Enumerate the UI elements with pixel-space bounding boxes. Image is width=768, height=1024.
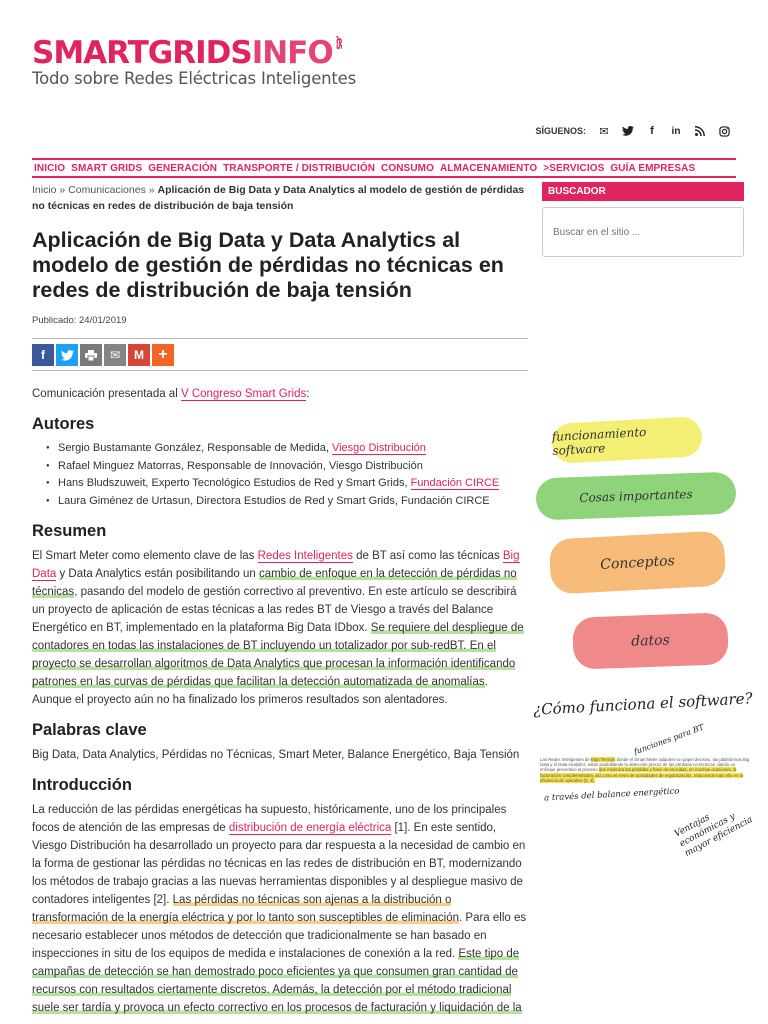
mini-excerpt <box>540 757 750 783</box>
introduccion-heading: Introducción <box>32 776 132 794</box>
sticky-label: Conceptos <box>599 552 676 573</box>
instagram-icon[interactable] <box>718 125 730 137</box>
article-main <box>32 182 528 1017</box>
sticky-note-green <box>535 472 736 521</box>
mini-text: Las Redes Inteligentes de <box>540 757 591 762</box>
intro-body: La reducción de las pérdidas energéticas ha supuesto, históricamente, uno de los principales focos de atención de las empresas de <box>32 804 507 834</box>
search-input[interactable] <box>542 207 744 257</box>
nav-smart-grids[interactable]: SMART GRIDS <box>71 162 143 174</box>
authors-list <box>46 440 528 510</box>
handwritten-annotation: Ventajas económicas y mayor eficiencia <box>672 811 755 859</box>
highlight-orange: Las pérdidas no técnicas son ajenas a la distribución o transformación de la energía eléctrica y por lo tanto son susceptibles de eliminación <box>32 894 460 924</box>
rss-icon[interactable] <box>694 125 706 137</box>
facebook-icon[interactable]: f <box>650 125 654 137</box>
nav-inicio[interactable]: INICIO <box>34 162 66 174</box>
site-tagline: Todo sobre Redes Eléctricas Inteligentes <box>32 69 357 88</box>
redes-inteligentes-link[interactable]: Redes Inteligentes <box>257 550 353 562</box>
keywords-text: Big Data, Data Analytics, Pérdidas no Técnicas, Smart Meter, Balance Energético, Baja Tensión <box>32 749 520 761</box>
intro-body: . Para ello es necesario establecer unos métodos de detección que tradicionalmente se han basado en inspecciones in situ de los equipos de medida e instalaciones de conexión a la red. <box>32 912 527 960</box>
breadcrumb-home[interactable]: Inicio <box>32 184 57 196</box>
gmail-share-icon[interactable]: M <box>128 344 150 366</box>
email-share-icon[interactable]: ✉ <box>104 344 126 366</box>
site-logo[interactable] <box>32 35 357 88</box>
logo-wordmark: SMARTGRIDSINFO.es <box>32 35 345 71</box>
mini-text: , dando un enfoque preventivo al proceso <box>540 762 736 773</box>
sticky-note-orange <box>549 530 727 594</box>
handwritten-annotation: a través del balance energético <box>543 786 680 804</box>
viesgo-link[interactable]: Viesgo Distribución <box>331 442 426 454</box>
more-share-icon[interactable]: + <box>152 344 174 366</box>
breadcrumb-separator: » <box>145 184 158 196</box>
logo-tld: .es <box>333 35 345 49</box>
linkedin-icon[interactable]: in <box>671 125 681 137</box>
breadcrumb-separator: » <box>56 184 69 196</box>
sticky-label: datos <box>630 632 671 650</box>
breadcrumb <box>32 182 528 214</box>
author-text: Hans Bludszuweit, Experto Tecnológico Estudios de Red y Smart Grids, <box>58 477 411 489</box>
print-share-icon[interactable] <box>80 344 102 366</box>
resumen-heading: Resumen <box>32 522 107 540</box>
main-navigation <box>32 158 736 178</box>
handwritten-annotation: funciones para BT <box>632 722 706 757</box>
twitter-share-icon[interactable] <box>56 344 78 366</box>
mini-underline: detección precoz de las pérdidas no técnicas <box>629 762 715 768</box>
sidebar <box>542 182 744 257</box>
follow-label: SÍGUENOS: <box>535 126 586 136</box>
nav-generacion[interactable]: GENERACIÓN <box>148 162 218 174</box>
intro-body: [1]. En este sentido, Viesgo Distribución ha desarrollado un proyecto para dar respuesta a la necesidad de cambio en la forma de gestionar las pérdidas no técnicas en las redes de distribución en BT, modernizando los métodos de trabajo gracias a las nuevas herramientas disponibles y al despliegue masivo de contadores inteligentes [2]. <box>32 822 526 906</box>
list-item <box>46 475 528 493</box>
sticky-label: funcionamiento software <box>551 424 647 458</box>
resumen-text: de BT así como las técnicas <box>352 550 503 562</box>
keywords-heading: Palabras clave <box>32 721 147 739</box>
resumen-paragraph <box>32 547 528 709</box>
resumen-text: El Smart Meter como elemento clave de las <box>32 550 258 562</box>
distribucion-link[interactable]: distribución de energía eléctrica <box>228 822 392 834</box>
author-text: Sergio Bustamante González, Responsable de Medida, <box>58 442 332 454</box>
list-item <box>46 458 528 476</box>
big-data-link[interactable]: Big Data <box>32 550 520 580</box>
author-text: Laura Giménez de Urtasun, Directora Estudios de Red y Smart Grids, Fundación CIRCE <box>58 494 490 507</box>
circe-link[interactable]: Fundación CIRCE <box>410 477 500 489</box>
breadcrumb-section[interactable]: Comunicaciones <box>68 184 146 196</box>
sticky-note-yellow <box>551 416 703 464</box>
introduccion-paragraph <box>32 801 528 1017</box>
congress-link[interactable]: V Congreso Smart Grids <box>180 388 307 400</box>
email-icon[interactable]: ✉ <box>599 125 609 138</box>
resumen-text: , pasando del modelo de gestión correctivo al preventivo. En este artículo se describirá un proyecto de aplicación de estas técnicas a las redes BT de Viesgo a través del Balance Energético en BT, implementado en la plataforma Big Data IDbox. <box>32 586 517 634</box>
intro-colon: : <box>306 388 310 400</box>
author-text: Rafael Minguez Matorras, Responsable de Innovación, Viesgo Distribución <box>58 459 423 472</box>
handwritten-question: ¿Cómo funciona el software? <box>532 689 753 719</box>
highlight-green: cambio de enfoque en la detección de pérdidas no técnicas <box>32 568 517 598</box>
nav-almacenamiento[interactable]: ALMACENAMIENTO <box>439 162 538 174</box>
sticky-note-pink <box>572 612 729 669</box>
authors-heading: Autores <box>32 415 95 433</box>
share-bar <box>32 344 528 371</box>
mini-text: donde el Smart Meter adquiere un papel decisivo, las plataformas Big Data y el Data Analytics, están posibilitando la <box>540 757 750 768</box>
nav-consumo[interactable]: CONSUMO <box>381 162 434 174</box>
facebook-share-icon[interactable]: f <box>32 344 54 366</box>
intro-line <box>32 385 528 403</box>
search-heading: BUSCADOR <box>542 182 744 201</box>
resumen-text: . Aunque el proyecto aún no ha finalizado los primeros resultados son alentadores. <box>32 676 488 706</box>
mini-highlight: que minimiza las pérdidas y hace reconocidas, en muchas ocasiones, la facturación complementaria, así como el envío de actividades de regularización, reduciendo todo ello en la eficiencia de operativo [3, 4]. <box>540 767 744 783</box>
sticky-label: Cosas importantes <box>579 487 693 505</box>
article-title: Aplicación de Big Data y Data Analytics al modelo de gestión de pérdidas no técnicas en redes de distribución de baja tensión <box>32 228 504 302</box>
nav-guia-empresas[interactable]: GUÍA EMPRESAS <box>610 162 696 174</box>
list-item <box>46 493 528 511</box>
intro-text: Comunicación presentada al <box>32 388 181 400</box>
publish-date: Publicado: 24/01/2019 <box>32 315 528 339</box>
resumen-text: y Data Analytics están posibilitando un <box>56 568 259 580</box>
list-item <box>46 440 528 458</box>
nav-servicios[interactable]: >SERVICIOS <box>543 162 605 174</box>
nav-transporte-distribucion[interactable]: TRANSPORTE / DISTRIBUCIÓN <box>223 162 376 174</box>
social-follow <box>535 125 730 137</box>
highlight-green: Este tipo de campañas de detección se han demostrado poco eficientes ya que consumen gran cantidad de recursos con resultados ciertamente discretos. Además, la detección por el método tradicional suele ser tardía y provoca un efecto correctivo en los procesos de facturación y liquidación de la <box>32 948 522 1014</box>
breadcrumb-current: Aplicación de Big Data y Data Analytics al modelo de gestión de pérdidas no técnicas en redes de distribución de baja tensión <box>32 184 525 212</box>
mini-highlight: Baja Tensión <box>590 757 616 762</box>
highlight-green: Se requiere del despliegue de contadores en todas las instalaciones de BT incluyendo un totalizador por sub-redBT. En el proyecto se desarrollan algoritmos de Data Analytics que procesan la información identificando patrones en las curvas de pérdidas que facilitan la detección automatizada de anomalías <box>32 622 524 688</box>
twitter-icon[interactable] <box>622 125 634 137</box>
